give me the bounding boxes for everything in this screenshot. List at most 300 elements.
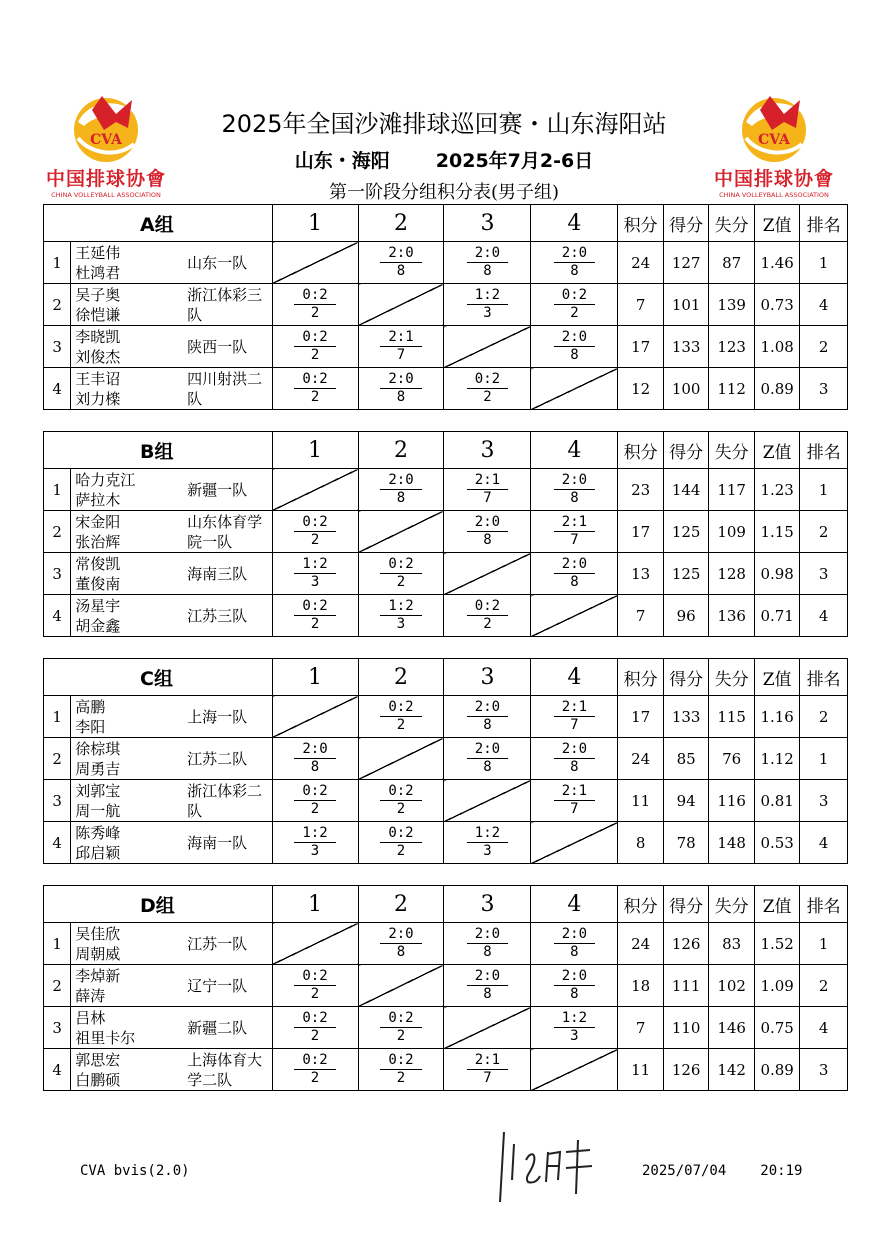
match-points: 2 — [310, 1070, 320, 1086]
set-score: 0:2 — [380, 700, 421, 717]
team-name: 新疆一队 — [185, 469, 272, 511]
row-index: 2 — [44, 511, 71, 553]
points-total: 24 — [618, 738, 664, 780]
match-points: 2 — [310, 1028, 320, 1044]
match-result-cell — [272, 511, 358, 553]
match-result-cell — [444, 469, 531, 511]
group-name: D组 — [44, 886, 273, 923]
z-value: 0.73 — [754, 284, 800, 326]
match-result-cell — [358, 780, 444, 822]
self-match-cell — [358, 738, 444, 780]
z-value: 0.89 — [754, 1049, 800, 1091]
team-row — [44, 242, 848, 284]
match-result-cell — [272, 553, 358, 595]
row-index: 1 — [44, 696, 71, 738]
group-name: C组 — [44, 659, 273, 696]
match-points: 2 — [396, 574, 406, 590]
group-name: A组 — [44, 205, 273, 242]
rank: 4 — [800, 822, 848, 864]
points-total: 23 — [618, 469, 664, 511]
points-won: 126 — [663, 1049, 709, 1091]
player-name: 哈力克江 — [75, 470, 136, 489]
match-result-cell — [358, 368, 444, 410]
z-value: 1.23 — [754, 469, 800, 511]
player-name: 郭思宏 — [75, 1050, 121, 1069]
set-score: 2:1 — [467, 1053, 508, 1070]
points-lost: 116 — [709, 780, 755, 822]
set-score: 0:2 — [380, 1053, 421, 1070]
player-name: 周朝威 — [75, 944, 121, 963]
match-points: 8 — [483, 532, 492, 548]
points-won: 125 — [663, 553, 709, 595]
team-name: 上海体育大学二队 — [185, 1049, 272, 1091]
team-name: 陕西一队 — [185, 326, 272, 368]
self-match-cell — [531, 595, 618, 637]
points-won: 126 — [663, 923, 709, 965]
player-names — [71, 1007, 185, 1049]
match-points: 8 — [310, 759, 320, 775]
match-result-cell — [444, 284, 531, 326]
set-score: 1:2 — [467, 826, 508, 843]
set-score: 2:0 — [467, 969, 508, 986]
player-names — [71, 284, 185, 326]
player-name: 李焯新 — [75, 966, 121, 985]
points-total: 8 — [618, 822, 664, 864]
match-result-cell — [358, 326, 444, 368]
team-name: 浙江体彩二队 — [185, 780, 272, 822]
column-header: Z值 — [754, 659, 800, 696]
match-points: 8 — [570, 490, 579, 506]
points-total: 17 — [618, 511, 664, 553]
team-name: 四川射洪二队 — [185, 368, 272, 410]
match-points: 3 — [396, 616, 406, 632]
match-points: 2 — [570, 305, 579, 321]
column-header: 排名 — [800, 205, 848, 242]
points-total: 11 — [618, 1049, 664, 1091]
rank: 1 — [800, 242, 848, 284]
match-points: 2 — [396, 1028, 406, 1044]
match-points: 8 — [570, 759, 579, 775]
match-points: 8 — [396, 490, 406, 506]
points-total: 7 — [618, 1007, 664, 1049]
match-result-cell — [531, 326, 618, 368]
set-score: 2:0 — [380, 372, 421, 389]
set-score: 1:2 — [294, 826, 335, 843]
set-score: 2:0 — [554, 330, 595, 347]
match-result-cell — [531, 780, 618, 822]
column-header: 排名 — [800, 432, 848, 469]
rank: 3 — [800, 553, 848, 595]
row-index: 3 — [44, 1007, 71, 1049]
match-points: 8 — [396, 263, 406, 279]
match-result-cell — [272, 965, 358, 1007]
set-score: 0:2 — [294, 1053, 335, 1070]
match-result-cell — [272, 595, 358, 637]
column-header: 排名 — [800, 659, 848, 696]
points-total: 18 — [618, 965, 664, 1007]
points-lost: 142 — [709, 1049, 755, 1091]
z-value: 1.46 — [754, 242, 800, 284]
player-name: 刘郭宝 — [75, 781, 121, 800]
match-result-cell — [272, 368, 358, 410]
set-score: 0:2 — [294, 515, 335, 532]
match-points: 2 — [310, 532, 320, 548]
points-won: 78 — [663, 822, 709, 864]
match-result-cell — [444, 511, 531, 553]
player-name: 陈秀峰 — [75, 823, 121, 842]
set-score: 2:0 — [380, 927, 421, 944]
team-name: 江苏一队 — [185, 923, 272, 965]
points-total: 17 — [618, 326, 664, 368]
team-row — [44, 1049, 848, 1091]
column-header: 得分 — [663, 886, 709, 923]
match-points: 7 — [483, 1070, 492, 1086]
match-points: 7 — [570, 801, 579, 817]
set-score: 2:0 — [467, 246, 508, 263]
self-match-cell — [272, 923, 358, 965]
team-row — [44, 511, 848, 553]
player-name: 张治辉 — [75, 532, 121, 551]
set-score: 0:2 — [294, 330, 335, 347]
points-lost: 136 — [709, 595, 755, 637]
page-title: 2025年全国沙滩排球巡回赛・山东海阳站 — [221, 110, 667, 138]
player-name: 白鹏硕 — [75, 1070, 121, 1089]
player-name: 吕林 — [75, 1008, 106, 1027]
match-result-cell — [272, 780, 358, 822]
match-result-cell — [358, 1007, 444, 1049]
set-score: 0:2 — [294, 288, 335, 305]
set-score: 2:1 — [554, 784, 595, 801]
self-match-cell — [531, 368, 618, 410]
points-total: 7 — [618, 595, 664, 637]
points-won: 85 — [663, 738, 709, 780]
points-total: 24 — [618, 923, 664, 965]
row-index: 3 — [44, 780, 71, 822]
match-points: 7 — [570, 717, 579, 733]
match-points: 8 — [483, 944, 492, 960]
column-header: 失分 — [709, 205, 755, 242]
row-index: 1 — [44, 923, 71, 965]
z-value: 1.09 — [754, 965, 800, 1007]
row-index: 1 — [44, 469, 71, 511]
column-header: 得分 — [663, 659, 709, 696]
player-name: 胡金鑫 — [75, 616, 121, 635]
column-header: 3 — [444, 205, 531, 242]
rank: 1 — [800, 738, 848, 780]
row-index: 4 — [44, 595, 71, 637]
match-result-cell — [531, 469, 618, 511]
team-name: 江苏二队 — [185, 738, 272, 780]
set-score: 0:2 — [294, 784, 335, 801]
player-name: 祖里卡尔 — [75, 1028, 136, 1047]
match-result-cell — [531, 242, 618, 284]
points-total: 7 — [618, 284, 664, 326]
points-won: 144 — [663, 469, 709, 511]
column-header: 1 — [272, 205, 358, 242]
team-name: 海南一队 — [185, 822, 272, 864]
player-names — [71, 696, 185, 738]
points-total: 13 — [618, 553, 664, 595]
set-score: 2:0 — [554, 969, 595, 986]
column-header: 2 — [358, 659, 444, 696]
points-lost: 76 — [709, 738, 755, 780]
column-header: 失分 — [709, 659, 755, 696]
player-name: 薛涛 — [75, 986, 106, 1005]
points-lost: 148 — [709, 822, 755, 864]
self-match-cell — [444, 780, 531, 822]
points-won: 133 — [663, 326, 709, 368]
player-names — [71, 923, 185, 965]
points-won: 96 — [663, 595, 709, 637]
points-lost: 146 — [709, 1007, 755, 1049]
player-names — [71, 242, 185, 284]
match-points: 3 — [310, 843, 320, 859]
points-won: 110 — [663, 1007, 709, 1049]
column-header: 4 — [531, 432, 618, 469]
self-match-cell — [272, 242, 358, 284]
location: 山东・海阳 — [294, 150, 390, 172]
player-name: 王延伟 — [75, 243, 121, 262]
column-header: 积分 — [618, 886, 664, 923]
z-value: 0.81 — [754, 780, 800, 822]
row-index: 2 — [44, 965, 71, 1007]
row-index: 3 — [44, 553, 71, 595]
row-index: 3 — [44, 326, 71, 368]
player-names — [71, 326, 185, 368]
player-names — [71, 780, 185, 822]
team-row — [44, 1007, 848, 1049]
match-points: 8 — [570, 263, 579, 279]
match-result-cell — [444, 368, 531, 410]
team-row — [44, 368, 848, 410]
match-result-cell — [272, 1007, 358, 1049]
set-score: 0:2 — [467, 599, 508, 616]
rank: 3 — [800, 780, 848, 822]
set-score: 2:0 — [467, 515, 508, 532]
match-points: 8 — [570, 347, 579, 363]
player-name: 刘俊杰 — [75, 347, 121, 366]
set-score: 2:0 — [380, 473, 421, 490]
set-score: 0:2 — [294, 1011, 335, 1028]
group-name: B组 — [44, 432, 273, 469]
rank: 4 — [800, 284, 848, 326]
match-points: 2 — [396, 843, 406, 859]
set-score: 1:2 — [380, 599, 421, 616]
points-lost: 112 — [709, 368, 755, 410]
player-names — [71, 965, 185, 1007]
player-names — [71, 595, 185, 637]
player-name: 李阳 — [75, 717, 106, 736]
column-header: 4 — [531, 659, 618, 696]
match-points: 2 — [396, 1070, 406, 1086]
points-total: 11 — [618, 780, 664, 822]
self-match-cell — [358, 284, 444, 326]
generated-time: 20:19 — [760, 1163, 803, 1179]
points-won: 133 — [663, 696, 709, 738]
points-lost: 117 — [709, 469, 755, 511]
match-result-cell — [272, 284, 358, 326]
set-score: 2:1 — [554, 515, 595, 532]
team-row — [44, 553, 848, 595]
points-won: 127 — [663, 242, 709, 284]
rank: 1 — [800, 923, 848, 965]
points-won: 101 — [663, 284, 709, 326]
player-name: 周一航 — [75, 801, 121, 820]
match-points: 2 — [483, 389, 492, 405]
match-result-cell — [272, 1049, 358, 1091]
match-points: 2 — [310, 616, 320, 632]
column-header: 3 — [444, 886, 531, 923]
set-score: 2:0 — [554, 742, 595, 759]
player-names — [71, 738, 185, 780]
column-header: Z值 — [754, 886, 800, 923]
z-value: 1.08 — [754, 326, 800, 368]
set-score: 1:2 — [554, 1011, 595, 1028]
set-score: 0:2 — [554, 288, 595, 305]
z-value: 0.98 — [754, 553, 800, 595]
z-value: 0.53 — [754, 822, 800, 864]
points-lost: 87 — [709, 242, 755, 284]
match-points: 3 — [483, 305, 492, 321]
set-score: 2:0 — [467, 927, 508, 944]
player-name: 徐恺谦 — [75, 305, 121, 324]
match-points: 8 — [570, 986, 579, 1002]
set-score: 0:2 — [380, 784, 421, 801]
row-index: 2 — [44, 284, 71, 326]
match-result-cell — [358, 553, 444, 595]
player-names — [71, 1049, 185, 1091]
team-name: 山东一队 — [185, 242, 272, 284]
association-name-cn: 中国排球协會 — [713, 168, 834, 190]
rank: 2 — [800, 965, 848, 1007]
rank: 2 — [800, 326, 848, 368]
svg-text:CVA: CVA — [758, 132, 790, 148]
set-score: 2:1 — [380, 330, 421, 347]
points-lost: 128 — [709, 553, 755, 595]
match-points: 2 — [310, 986, 320, 1002]
match-result-cell — [531, 1007, 618, 1049]
match-result-cell — [358, 822, 444, 864]
column-header: 1 — [272, 432, 358, 469]
column-header: 1 — [272, 659, 358, 696]
team-row — [44, 965, 848, 1007]
column-header: 2 — [358, 432, 444, 469]
svg-text:CVA: CVA — [90, 132, 122, 148]
match-result-cell — [358, 1049, 444, 1091]
player-names — [71, 469, 185, 511]
set-score: 0:2 — [294, 599, 335, 616]
match-points: 7 — [396, 347, 406, 363]
self-match-cell — [444, 1007, 531, 1049]
points-won: 111 — [663, 965, 709, 1007]
match-points: 3 — [483, 843, 492, 859]
team-name: 海南三队 — [185, 553, 272, 595]
player-name: 吴佳欣 — [75, 924, 121, 943]
points-lost: 109 — [709, 511, 755, 553]
points-total: 12 — [618, 368, 664, 410]
points-lost: 83 — [709, 923, 755, 965]
match-result-cell — [444, 696, 531, 738]
rank: 4 — [800, 595, 848, 637]
points-lost: 139 — [709, 284, 755, 326]
team-row — [44, 469, 848, 511]
match-result-cell — [358, 242, 444, 284]
column-header: Z值 — [754, 432, 800, 469]
match-points: 8 — [570, 574, 579, 590]
column-header: 积分 — [618, 659, 664, 696]
player-name: 宋金阳 — [75, 512, 121, 531]
match-result-cell — [272, 326, 358, 368]
z-value: 1.52 — [754, 923, 800, 965]
team-name: 上海一队 — [185, 696, 272, 738]
self-match-cell — [444, 326, 531, 368]
match-points: 3 — [310, 574, 320, 590]
handwritten-signature — [490, 1122, 610, 1212]
set-score: 2:0 — [554, 557, 595, 574]
column-header: 4 — [531, 205, 618, 242]
match-points: 8 — [483, 986, 492, 1002]
column-header: 失分 — [709, 886, 755, 923]
column-header: 2 — [358, 886, 444, 923]
column-header: 得分 — [663, 432, 709, 469]
set-score: 2:0 — [380, 246, 421, 263]
team-row — [44, 595, 848, 637]
match-points: 8 — [396, 389, 406, 405]
match-points: 2 — [396, 717, 406, 733]
player-names — [71, 368, 185, 410]
set-score: 2:0 — [467, 742, 508, 759]
rank: 4 — [800, 1007, 848, 1049]
association-name-en: CHINA VOLLEYBALL ASSOCIATION — [719, 191, 829, 199]
set-score: 0:2 — [294, 969, 335, 986]
player-name: 刘力檪 — [75, 389, 121, 408]
match-result-cell — [444, 1049, 531, 1091]
points-total: 17 — [618, 696, 664, 738]
column-header: 1 — [272, 886, 358, 923]
location-date-line — [0, 146, 888, 173]
row-index: 4 — [44, 1049, 71, 1091]
match-result-cell — [358, 923, 444, 965]
software-version: CVA bvis(2.0) — [80, 1163, 190, 1179]
row-index: 4 — [44, 368, 71, 410]
match-result-cell — [358, 469, 444, 511]
column-header: 积分 — [618, 205, 664, 242]
rank: 2 — [800, 696, 848, 738]
match-result-cell — [358, 595, 444, 637]
player-name: 周勇吉 — [75, 759, 121, 778]
column-header: 4 — [531, 886, 618, 923]
player-names — [71, 822, 185, 864]
team-name: 新疆二队 — [185, 1007, 272, 1049]
points-won: 94 — [663, 780, 709, 822]
match-points: 2 — [396, 801, 406, 817]
z-value: 1.16 — [754, 696, 800, 738]
team-name: 江苏三队 — [185, 595, 272, 637]
association-name-en: CHINA VOLLEYBALL ASSOCIATION — [51, 191, 161, 199]
team-row — [44, 822, 848, 864]
team-name: 辽宁一队 — [185, 965, 272, 1007]
player-name: 汤星宇 — [75, 596, 121, 615]
match-result-cell — [531, 696, 618, 738]
table-caption: 第一阶段分组积分表(男子组) — [328, 182, 560, 203]
match-result-cell — [444, 822, 531, 864]
self-match-cell — [358, 511, 444, 553]
set-score: 0:2 — [380, 557, 421, 574]
match-points: 2 — [310, 801, 320, 817]
self-match-cell — [272, 696, 358, 738]
group-table — [43, 658, 848, 864]
team-row — [44, 284, 848, 326]
